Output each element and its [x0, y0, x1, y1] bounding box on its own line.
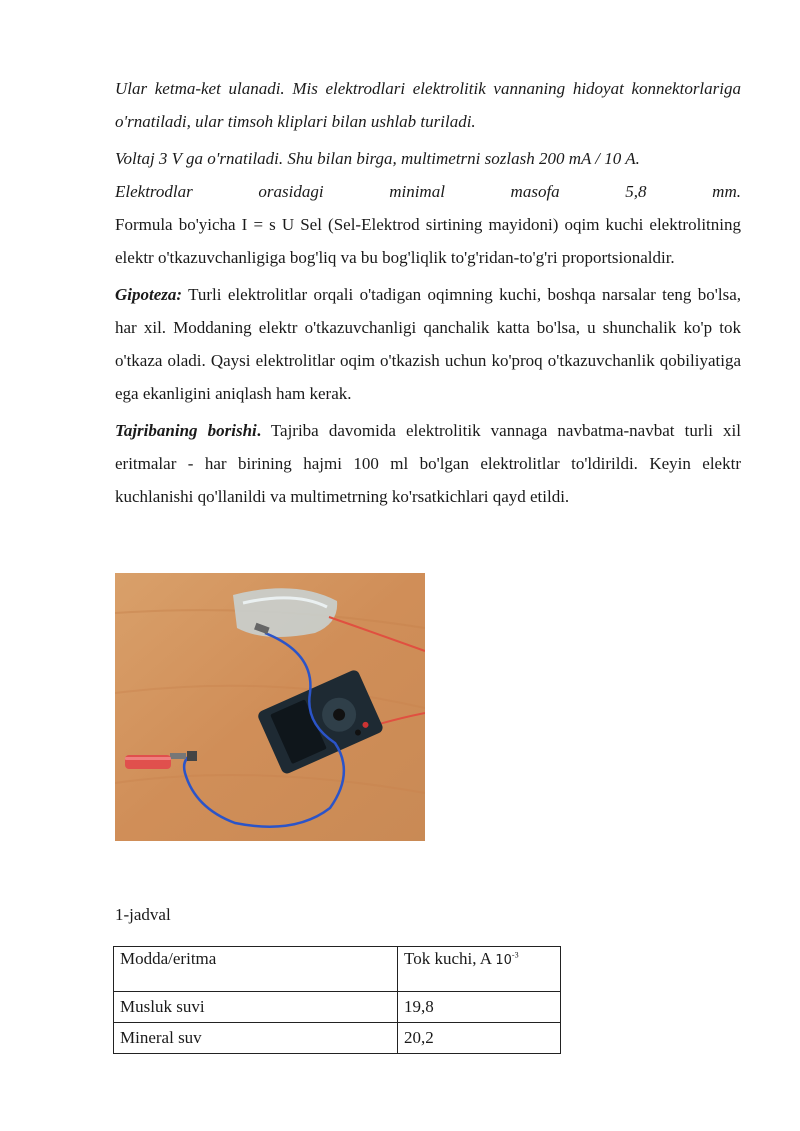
table-row	[114, 992, 561, 1023]
word: 5,8	[625, 182, 647, 201]
word: masofa	[510, 182, 560, 201]
header-current-label: Tok kuchi, A	[404, 949, 492, 968]
hypothesis-text: Turli elektrolitlar orqali o'tadigan oqimning kuchi, boshqa narsalar teng bo'lsa, har xil. Moddaning elektr o'tkazuvchanligi qanchalik katta bo'lsa, u shunchalik ko'p tok o'tkaza oladi. Qaysi elektrolitlar oqim o'tkazish uchun ko'proq o'tkazuvchanlik qobiliyatiga ega ekanligini aniqlash ham kerak.	[115, 285, 741, 403]
data-table	[113, 946, 561, 1054]
header-unit-exponent: -3	[511, 950, 519, 960]
table-row	[114, 1023, 561, 1054]
formula-text: Formula bo'yicha I = s U Sel (Sel-Elektrod sirtining mayidoni) oqim kuchi elektrolitning elektr o'tkazuvchanligiga bog'liq va bu bog'liqlik to'g'ridan-to'g'ri proportsionaldir.	[115, 215, 741, 267]
procedure-text: Tajriba davomida elektrolitik vannaga navbatma-navbat turli xil eritmalar - har birining hajmi 100 ml bo'lgan elektrolitlar to'ldirildi. Keyin elektr kuchlanishi qo'llanildi va multimetrning ko'rsatkichlari qayd etildi.	[115, 421, 741, 506]
word: minimal	[389, 182, 445, 201]
table-header-row	[114, 947, 561, 992]
cell-substance: Musluk suvi	[114, 992, 398, 1023]
electrode-distance-line	[115, 175, 741, 208]
header-unit-base: 10	[495, 953, 512, 968]
paragraph-hypothesis	[115, 278, 741, 410]
procedure-label: Tajribaning borishi	[115, 421, 257, 440]
document-body	[115, 72, 741, 517]
procedure-label-dot: .	[256, 421, 262, 440]
paragraph-settings	[115, 142, 741, 274]
paragraph-connection: Ular ketma-ket ulanadi. Mis elektrodlari elektrolitik vannaning hidoyat konnektorlariga o'rnatiladi, ular timsoh kliplari bilan ushlab turiladi.	[115, 79, 741, 131]
hypothesis-label: Gipoteza:	[115, 285, 183, 304]
experiment-photo	[115, 573, 425, 841]
header-substance: Modda/eritma	[114, 947, 398, 992]
cell-current: 20,2	[398, 1023, 561, 1054]
header-current	[398, 947, 561, 992]
cell-current: 19,8	[398, 992, 561, 1023]
word: mm.	[712, 182, 741, 201]
cell-substance: Mineral suv	[114, 1023, 398, 1054]
word: Elektrodlar	[115, 182, 193, 201]
word: orasidagi	[258, 182, 324, 201]
table-caption: 1-jadval	[115, 905, 171, 924]
settings-line: Voltaj 3 V ga o'rnatiladi. Shu bilan birga, multimetrni sozlash 200 mA / 10 A.	[115, 149, 640, 168]
paragraph-procedure	[115, 414, 741, 513]
